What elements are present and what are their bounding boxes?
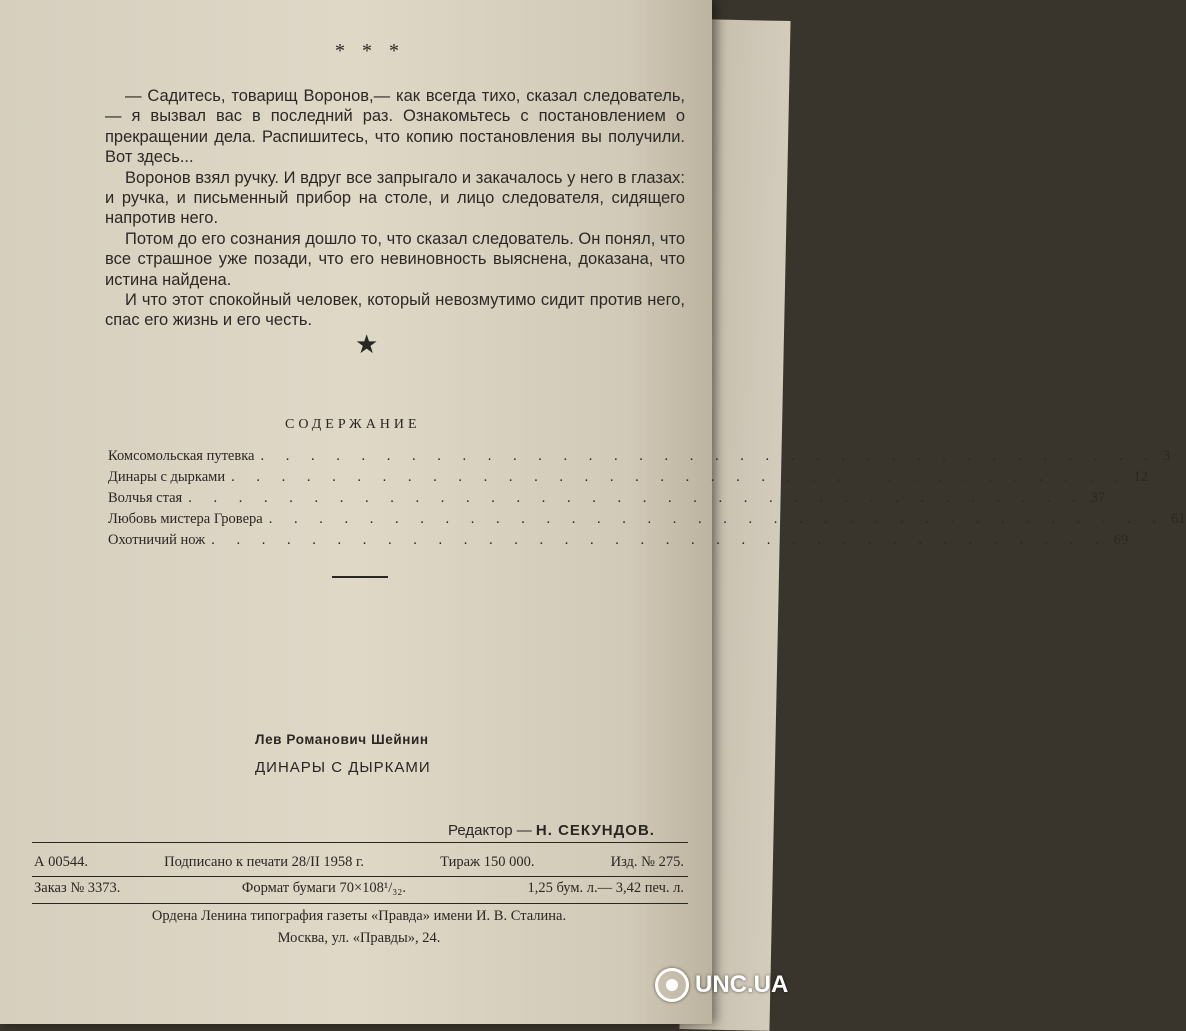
toc-item-page: 37 bbox=[1090, 490, 1106, 506]
toc-leader-dots: . . . . . . . . . . . . . . . . . . . . . . . . . . . . . . . . . . . . bbox=[260, 448, 1157, 464]
toc-leader-dots: . . . . . . . . . . . . . . . . . . . . . . . . . . . . . . . . . . . . bbox=[268, 511, 1166, 527]
imprint-code: А 00544. bbox=[34, 854, 88, 870]
toc-item bbox=[108, 490, 1106, 511]
imprint-print-run: Тираж 150 000. bbox=[440, 854, 535, 870]
toc-item bbox=[108, 448, 1171, 469]
book-title: ДИНАРЫ С ДЫРКАМИ bbox=[255, 759, 431, 776]
toc-leader-dots: . . . . . . . . . . . . . . . . . . . . . . . . . . . . . . . . . . . . bbox=[188, 490, 1085, 506]
toc-item-title: Любовь мистера Гровера bbox=[108, 511, 263, 527]
imprint-order-number: Заказ № 3373. bbox=[34, 880, 121, 896]
watermark-logo-icon bbox=[655, 968, 689, 1002]
imprint-address: Москва, ул. «Правды», 24. bbox=[277, 930, 441, 946]
paragraph-4: И что этот спокойный человек, который невозмутимо сидит против него, спас его жизнь и его честь. bbox=[105, 291, 685, 330]
toc-item-title: Комсомольская путевка bbox=[108, 448, 255, 464]
toc-item-title: Динары с дырками bbox=[108, 469, 226, 485]
divider-rule bbox=[332, 576, 388, 578]
imprint-rule-middle bbox=[32, 876, 688, 877]
paragraph-1: — Садитесь, товарищ Воронов,— как всегда тихо, сказал следователь,— я вызвал вас в последний раз. Ознакомьтесь с постановлением о прекращении дела. Распишитесь, что копию постановления вы получили. Вот здесь... bbox=[105, 87, 685, 167]
editor-credit bbox=[448, 822, 655, 839]
toc-item-page: 12 bbox=[1133, 469, 1148, 485]
toc-leader-dots: . . . . . . . . . . . . . . . . . . . . . . . . . . . . . . . . . . . . bbox=[211, 532, 1108, 548]
imprint-line-2 bbox=[34, 880, 684, 897]
imprint-rule-top bbox=[32, 842, 688, 843]
paragraph-2: Воронов взял ручку. И вдруг все запрыгало и закачалось у него в глазах: и ручка, и письменный прибор на столе, и лицо следователя, сидящего напротив него. bbox=[105, 168, 685, 228]
imprint-line-1 bbox=[34, 854, 684, 871]
toc-item bbox=[108, 511, 1186, 532]
imprint-printer: Ордена Ленина типография газеты «Правда» имени И. В. Сталина. bbox=[151, 908, 567, 924]
author-name: Лев Романович Шейнин bbox=[255, 732, 429, 747]
toc-item bbox=[108, 532, 1129, 553]
toc-leader-dots: . . . . . . . . . . . . . . . . . . . . . . . . . . . . . . . . . . . . bbox=[231, 469, 1128, 485]
imprint-paper-format: Формат бумаги 70×108¹/₃₂. bbox=[241, 880, 406, 896]
site-watermark bbox=[655, 968, 788, 1002]
editor-label: Редактор — bbox=[448, 822, 532, 839]
toc-item-title: Охотничий нож bbox=[108, 532, 206, 548]
contents-heading: СОДЕРЖАНИЕ bbox=[285, 417, 421, 432]
imprint-sheet-count: 1,25 бум. л.— 3,42 печ. л. bbox=[527, 880, 684, 896]
toc-item-title: Волчья стая bbox=[108, 490, 183, 506]
imprint-signed-date: Подписано к печати 28/II 1958 г. bbox=[164, 854, 364, 870]
imprint-edition-number: Изд. № 275. bbox=[610, 854, 684, 870]
paragraph-3: Потом до его сознания дошло то, что сказал следователь. Он понял, что все страшное уже позади, что его невиновность выяснена, доказана, что истина найдена. bbox=[105, 229, 686, 289]
table-of-contents bbox=[108, 448, 1186, 553]
editor-name: Н. СЕКУНДОВ. bbox=[535, 822, 655, 839]
toc-item-page: 3 bbox=[1162, 448, 1171, 464]
story-ending-text bbox=[105, 86, 685, 331]
toc-item bbox=[108, 469, 1148, 490]
watermark-text: UNC.UA bbox=[695, 971, 789, 998]
toc-item-page: 69 bbox=[1113, 532, 1129, 548]
star-ornament-icon: ★ bbox=[355, 330, 379, 359]
section-asterism: * * * bbox=[335, 40, 405, 62]
toc-item-page: 61 bbox=[1171, 511, 1186, 527]
imprint-rule-bottom bbox=[32, 903, 688, 904]
